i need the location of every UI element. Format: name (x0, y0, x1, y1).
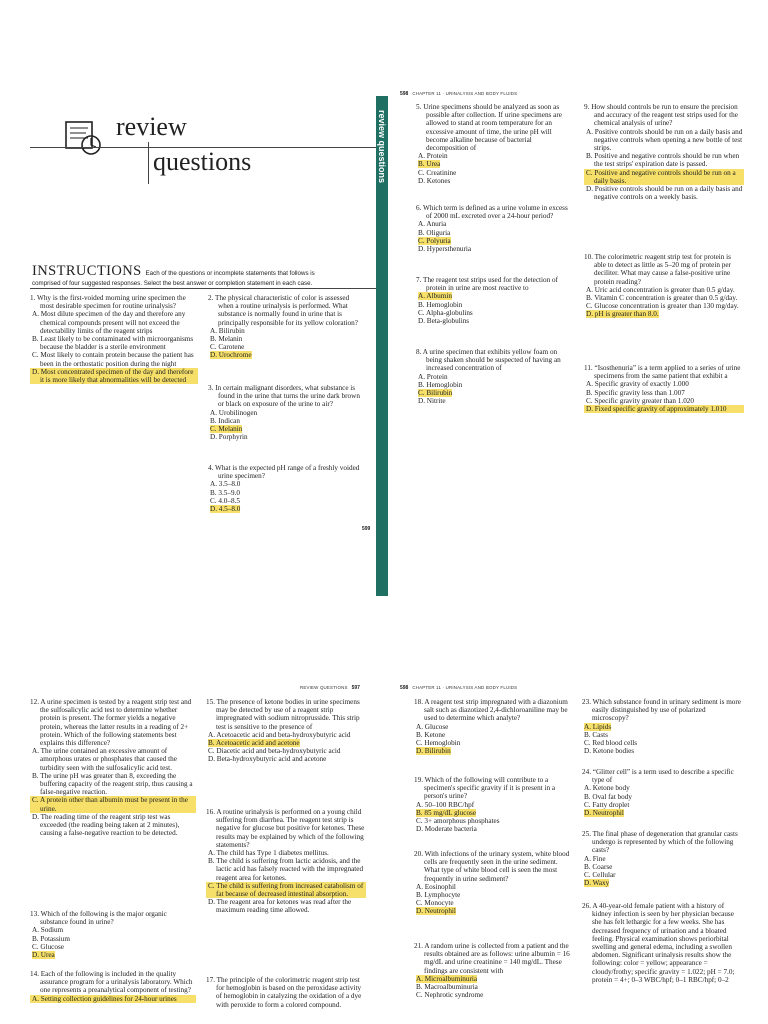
option: D. Porphyrin (210, 433, 248, 442)
option-correct: C. Melanin (210, 425, 243, 434)
option: B. Positive and negative controls should be run when the test strips' expiration date is passed. (586, 152, 740, 169)
option-correct: D. Neutrophil (584, 809, 624, 818)
option: A. Ketone body (584, 784, 630, 793)
option: D. Nitrite (418, 397, 446, 406)
option-correct: C. Positive and negative controls should be run on a daily basis. (584, 169, 744, 185)
option: A. Uric acid concentration is greater than 0.5 g/day. (586, 285, 735, 294)
option-correct: C. Bilirubin (418, 389, 453, 398)
option: A. 3.5–8.0 (210, 480, 241, 489)
question-7 (416, 276, 574, 325)
option: B. The child is suffering from lactic acidosis, and the lactic acid has falsely reacted with the impregnated reagent area for ketones. (208, 857, 364, 882)
question-26 (582, 902, 744, 984)
option-correct: D. Most concentrated specimen of the day and therefore it is more likely that abnormalities will be detected (30, 368, 198, 384)
running-header (400, 676, 517, 694)
option-correct: D. Bilirubin (416, 747, 451, 756)
header-text: CHAPTER 11 · URINALYSIS AND BODY FLUIDS (412, 685, 518, 690)
option-correct: C. The child is suffering from increased catabolism of fat because of decreased intestinal absorption. (206, 882, 366, 898)
question-stem: 11. “Isosthenuria” is a term applied to a series of urine specimens from the same patient that exhibit a (584, 364, 741, 381)
option: C. Alpha-globulins (418, 308, 473, 317)
option: C. Fatty droplet (584, 800, 630, 809)
option: C. Creatinine (418, 168, 457, 177)
option: C. Glucose (32, 942, 64, 951)
option: A. Anuria (418, 220, 447, 229)
page-number: 597 (351, 685, 360, 691)
option: D. The reading time of the reagent strip test was exceeded (the reading being taken at 2 minutes), causing a false-negative reaction to be detected. (32, 812, 180, 838)
option: A. The child has Type 1 diabetes mellitus. (208, 849, 329, 858)
option: C. Cellular (584, 871, 616, 880)
option: B. Macroalbuminuria (416, 983, 478, 992)
option-correct: B. Acetoacetic acid and acetone (208, 739, 300, 748)
option-correct: A. Microalbuminuria (416, 974, 478, 983)
option: B. Specific gravity less than 1.007 (586, 388, 685, 397)
question-stem: 6. Which term is defined as a urine volume in excess of 2000 mL excreted over a 24-hour period? (416, 204, 568, 221)
sidebar-label: review questions (377, 110, 387, 184)
header-text: CHAPTER 11 · URINALYSIS AND BODY FLUIDS (412, 91, 518, 96)
option: A. Most dilute specimen of the day and therefore any chemical compounds present will not exceed the detectability limits of the reagent strips (32, 310, 186, 335)
question-10 (584, 253, 744, 319)
option: C. Nephrotic syndrome (416, 991, 484, 1000)
option: A. Protein (418, 372, 448, 381)
option: D. Positive controls should be run on a daily basis and negative controls on a weekly basis. (586, 185, 743, 202)
question-stem: 23. Which substance found in urinary sediment is more easily distinguished by use of polarized microscopy? (582, 698, 741, 723)
question-18 (414, 698, 574, 755)
question-24 (582, 768, 744, 817)
option: C. Carotene (210, 343, 245, 352)
instructions-text-cont: comprised of four suggested responses. Select the best answer or completion statement in each case. (32, 280, 313, 287)
question-4 (208, 464, 366, 513)
question-stem: 19. Which of the following will contribute to a specimen's specific gravity if it is present in a person's urine? (414, 776, 556, 801)
option: A. Glucose (416, 722, 449, 731)
option-correct: C. Polyuria (418, 236, 451, 245)
title-icon (62, 114, 106, 158)
option-correct: A. Setting collection guidelines for 24-hour urines (30, 995, 196, 1003)
option: B. Coarse (584, 862, 613, 871)
option-correct: D. Urochrome (210, 351, 252, 360)
option: C. 4.0–8.5 (210, 496, 240, 505)
question-5 (416, 103, 574, 185)
option: C. Hemoglobin (416, 739, 461, 748)
question-1 (30, 294, 198, 384)
option: D. The reagent area for ketones was read after the maximum reading time allowed. (208, 898, 352, 915)
running-header (300, 676, 360, 694)
question-stem: 17. The principle of the colorimetric reagent strip test for hemoglobin is based on the peroxidase activity of hemoglobin in catalyzing the oxidation of a dye with peroxide to form a colored compound. (206, 976, 362, 1009)
question-25 (582, 830, 744, 887)
question-3 (208, 384, 366, 441)
question-stem: 12. A urine specimen is tested by a reagent strip test and the sulfosalicylic acid test to determine whether protein is present. The former yields a negative protein, whereas the latter results in a reading of 2+ protein. Which of the following statements best explains this difference? (30, 698, 192, 748)
option: B. Oval fat body (584, 792, 632, 801)
question-6 (416, 204, 574, 253)
question-stem: 3. In certain malignant disorders, what substance is found in the urine that turns the urine dark brown or black on exposure of the urine to air? (208, 384, 360, 409)
option-correct: D. Neutrophil (416, 907, 456, 916)
option: A. Positive controls should be run on a daily basis and negative controls when opening a new bottle of test strips. (586, 127, 743, 153)
option: B. Potassium (32, 934, 70, 943)
title-divider (148, 142, 149, 184)
option: D. Hypersthenuria (418, 245, 472, 254)
option: A. Eosinophil (416, 882, 456, 891)
option: C. Diacetic acid and beta-hydroxybutyric acid (208, 747, 341, 756)
option-correct: D. Fixed specific gravity of approximately 1.010 (584, 405, 744, 413)
question-stem: 26. A 40-year-old female patient with a history of kidney infection is seen by her physician because she has felt lethargic for a few weeks. She has decreased frequency of urination and a bloated feeling. Physical examination shows periorbital swelling and general edema, including a swollen abdomen. Significant urinalysis results show the following: color = yellow; appearance = cloudy/frothy; specific gravity = 1.022; pH = 7.0; protein = 4+; 0–3 WBC/hpf; 0–1 RBC/hpf; 0–2 (582, 902, 735, 984)
option: D. Beta-globulins (418, 317, 470, 326)
question-15 (206, 698, 366, 764)
option-correct: B. 85 mg/dL glucose (416, 808, 477, 817)
question-stem: 16. A routine urinalysis is performed on a young child suffering from diarrhea. The reagent test strip is negative for glucose but positive for ketones. These results may be explained by which of the following statements? (206, 808, 365, 849)
instructions-heading: INSTRUCTIONS (32, 263, 142, 279)
question-stem: 24. “Glitter cell” is a term used to describe a specific type of (582, 768, 734, 785)
option-correct: D. 4.5–8.0 (210, 505, 241, 514)
question-23 (582, 698, 744, 755)
option: B. Ketone (416, 730, 446, 739)
question-21 (414, 942, 574, 999)
review-sidebar (376, 96, 388, 596)
question-17 (206, 976, 366, 1009)
option: C. Specific gravity greater than 1.020 (586, 396, 694, 405)
option-correct: A. Lipids (584, 722, 612, 731)
option: A. Protein (418, 152, 448, 161)
question-2 (208, 294, 366, 360)
option: C. Most likely to contain protein because the patient has been in the orthostatic position during the night (32, 351, 194, 368)
question-stem: 4. What is the expected pH range of a freshly voided urine specimen? (208, 464, 360, 481)
question-9 (584, 103, 744, 201)
question-13 (30, 910, 196, 959)
option-correct: D. Urea (32, 951, 55, 960)
question-stem: 9. How should controls be run to ensure the precision and accuracy of the reagent test strips used for the chemical analysis of urine? (584, 103, 738, 128)
page-number: 598 (400, 685, 409, 691)
option-correct: A. Albumin (418, 292, 452, 301)
option: B. Indican (210, 416, 240, 425)
option: B. Melanin (210, 335, 243, 344)
running-header (400, 82, 517, 100)
question-20 (414, 850, 574, 916)
question-8 (416, 348, 574, 405)
option: A. Bilirubin (210, 326, 245, 335)
question-stem: 7. The reagent test strips used for the detection of protein in urine are most reactive to (416, 276, 558, 293)
option: B. Lymphocyte (416, 891, 461, 900)
option: C. Monocyte (416, 899, 454, 908)
option: A. 50–100 RBC/hpf (416, 800, 475, 809)
page-title-questions: questions (153, 147, 252, 176)
instructions-text: Each of the questions or incomplete statements that follows is (145, 270, 315, 277)
option-correct: B. Urea (418, 160, 441, 169)
header-text: REVIEW QUESTIONS (300, 685, 348, 690)
option: B. Oliguria (418, 228, 451, 237)
question-stem: 25. The final phase of degeneration that granular casts undergo is represented by which of the following casts? (582, 830, 738, 855)
option: D. Ketone bodies (584, 747, 635, 756)
question-stem: 1. Why is the first-voided morning urine specimen the most desirable specimen for routine urinalysis? (30, 294, 186, 311)
option: C. Glucose concentration is greater than 130 mg/day. (586, 302, 739, 311)
option: A. Specific gravity of exactly 1.000 (586, 380, 689, 389)
question-stem: 14. Each of the following is included in the quality assurance program for a urinalysis laboratory. Which one represents a preanalytical component of testing? (30, 970, 193, 995)
option: B. The urine pH was greater than 8, exceeding the buffering capacity of the reagent strip, thus causing a false-negative reaction. (32, 771, 193, 797)
question-stem: 20. With infections of the urinary system, white blood cells are frequently seen in the urine sediment. What type of white blood cell is seen the most frequently in urine sediment? (414, 850, 570, 883)
question-stem: 2. The physical characteristic of color is assessed when a routine urinalysis is performed. What substance is normally found in urine that is principally responsible for its yellow coloration? (208, 294, 358, 327)
option: B. Vitamin C concentration is greater than 0.5 g/day. (586, 294, 738, 303)
question-14 (30, 970, 196, 1003)
question-stem: 15. The presence of ketone bodies in urine specimens may be detected by use of a reagent strip impregnated with sodium nitroprusside. This strip test is sensitive to the presence of (206, 698, 360, 731)
option: C. Red blood cells (584, 739, 638, 748)
question-stem: 8. A urine specimen that exhibits yellow foam on being shaken should be suspected of having an increased concentration of (416, 348, 561, 373)
option: A. Sodium (32, 926, 64, 935)
option: C. 3+ amorphous phosphates (416, 817, 500, 826)
option: B. Hemoglobin (418, 380, 463, 389)
question-16 (206, 808, 366, 915)
question-stem: 18. A reagent test strip impregnated with a diazonium salt such as diazotized 2,4-dichloroaniline may be used to determine which analyte? (414, 698, 568, 723)
question-19 (414, 776, 574, 833)
question-12 (30, 698, 196, 837)
instructions (32, 262, 368, 288)
page-title-review: review (116, 112, 187, 141)
option: A. The urine contained an excessive amount of amorphous urates or phosphates that caused the turbidity seen with the sulfosalicylic acid test. (32, 747, 177, 772)
option: D. Ketones (418, 176, 451, 185)
option: D. Moderate bacteria (416, 825, 477, 834)
option-correct: D. pH is greater than 8.0. (586, 310, 659, 319)
option: A. Fine (584, 854, 606, 863)
page-number: 599 (362, 526, 371, 532)
option: B. Least likely to be contaminated with microorganisms because the bladder is a sterile environment (32, 335, 194, 352)
question-stem: 5. Urine specimens should be analyzed as soon as possible after collection. If urine specimens are allowed to stand at room temperature for an excessive amount of time, the urine pH will become alkaline because of bacterial decomposition of (416, 103, 562, 153)
option-correct: D. Waxy (584, 879, 610, 888)
option: B. Hemoglobin (418, 300, 463, 309)
question-stem: 10. The colorimetric reagent strip test for protein is able to detect as little as 5–20 mg of protein per deciliter. What may cause a false-positive urine protein reading? (584, 253, 731, 286)
question-stem: 13. Which of the following is the major organic substance found in urine? (30, 910, 167, 927)
option-correct: C. A protein other than albumin must be present in the urine. (30, 796, 196, 812)
option: D. Beta-hydroxybutyric acid and acetone (208, 755, 327, 764)
question-stem: 21. A random urine is collected from a patient and the results obtained are as follows: urine albumin = 16 mg/dL and urine creatinine = 140 mg/dL. These findings are consistent with (414, 942, 570, 975)
question-11 (584, 364, 744, 413)
option: B. Casts (584, 730, 608, 739)
instructions-rule (30, 288, 376, 289)
page-number: 598 (400, 91, 409, 97)
option: A. Acetoacetic acid and beta-hydroxybutyric acid (208, 730, 351, 739)
option: B. 3.5–9.0 (210, 488, 240, 497)
option: A. Urobilinogen (210, 408, 258, 417)
